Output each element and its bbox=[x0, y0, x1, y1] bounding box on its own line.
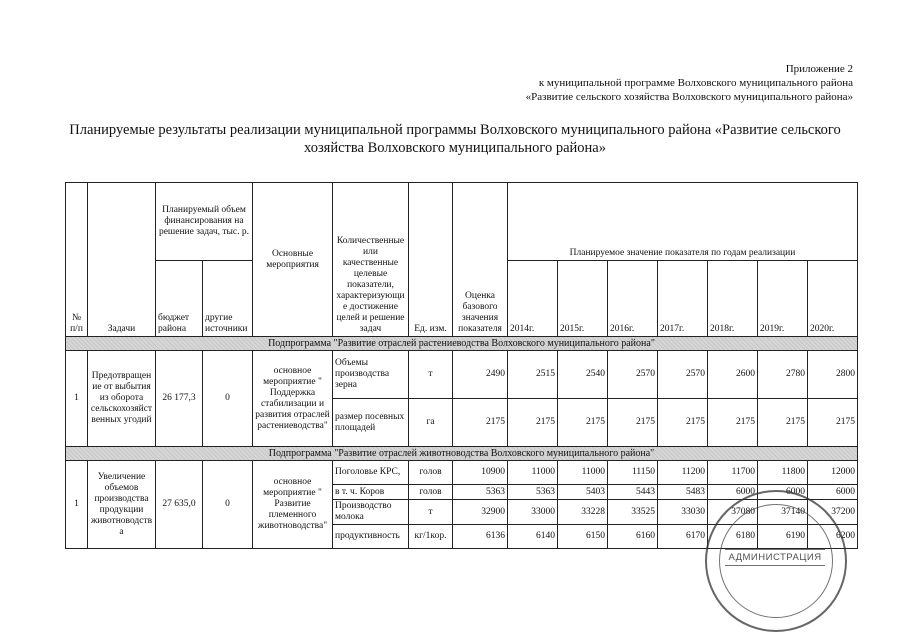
indicator-cell: продуктивность bbox=[333, 525, 409, 549]
appendix-header bbox=[526, 62, 853, 104]
value-cell: 11000 bbox=[508, 461, 558, 485]
value-cell: 5403 bbox=[558, 485, 608, 500]
value-cell: 2175 bbox=[658, 399, 708, 447]
subprogram-row bbox=[66, 447, 858, 461]
col-header-unit: Ед. изм. bbox=[409, 183, 453, 337]
value-cell: 6160 bbox=[608, 525, 658, 549]
value-cell: 37080 bbox=[708, 500, 758, 525]
col-header-year-2016: 2016г. bbox=[608, 261, 658, 337]
table-row bbox=[66, 351, 858, 399]
value-cell: 2175 bbox=[708, 399, 758, 447]
value-cell: 6140 bbox=[508, 525, 558, 549]
stamp-center-text: АДМИНИСТРАЦИЯ bbox=[725, 549, 825, 566]
value-cell: 2515 bbox=[508, 351, 558, 399]
appendix-label: Приложение 2 bbox=[785, 63, 853, 75]
value-cell: 2780 bbox=[758, 351, 808, 399]
results-table bbox=[65, 182, 858, 549]
base-value-cell: 32900 bbox=[453, 500, 508, 525]
col-header-year-2020: 2020г. bbox=[808, 261, 858, 337]
value-cell: 5483 bbox=[658, 485, 708, 500]
col-header-funding: Планируемый объем финансирования на решение задач, тыс. р. bbox=[156, 183, 253, 261]
row-num: 1 bbox=[66, 461, 88, 549]
unit-cell: голов bbox=[409, 485, 453, 500]
value-cell: 5363 bbox=[508, 485, 558, 500]
col-header-indicators: Количественные или качественные целевые показатели, характеризующие достижение целей и решение задач bbox=[333, 183, 409, 337]
appendix-program-line: к муниципальной программе Волховского муниципального района bbox=[538, 77, 853, 89]
col-header-year-2019: 2019г. bbox=[758, 261, 808, 337]
indicator-cell: в т. ч. Коров bbox=[333, 485, 409, 500]
col-header-tasks: Задачи bbox=[88, 183, 156, 337]
value-cell: 11700 bbox=[708, 461, 758, 485]
base-value-cell: 2175 bbox=[453, 399, 508, 447]
value-cell: 11000 bbox=[558, 461, 608, 485]
value-cell: 12000 bbox=[808, 461, 858, 485]
base-value-cell: 2490 bbox=[453, 351, 508, 399]
value-cell: 6000 bbox=[758, 485, 808, 500]
value-cell: 6000 bbox=[708, 485, 758, 500]
col-header-planned: Планируемое значение показателя по годам реализации bbox=[508, 183, 858, 261]
value-cell: 6000 bbox=[808, 485, 858, 500]
col-header-base: Оценка базового значения показателя bbox=[453, 183, 508, 337]
col-header-num: № п/п bbox=[66, 183, 88, 337]
base-value-cell: 10900 bbox=[453, 461, 508, 485]
unit-cell: голов bbox=[409, 461, 453, 485]
col-header-year-2015: 2015г. bbox=[558, 261, 608, 337]
unit-cell: кг/1кор. bbox=[409, 525, 453, 549]
col-header-other: другие источники bbox=[203, 261, 253, 337]
official-stamp bbox=[705, 490, 847, 632]
task-cell: Предотвращение от выбытия из оборота сельскохозяйственных угодий bbox=[88, 351, 156, 447]
subprogram-title: Подпрограмма "Развитие отраслей растениеводства Волховского муниципального района" bbox=[66, 337, 858, 351]
value-cell: 2540 bbox=[558, 351, 608, 399]
value-cell: 11200 bbox=[658, 461, 708, 485]
indicator-cell: Поголовье КРС, bbox=[333, 461, 409, 485]
unit-cell: га bbox=[409, 399, 453, 447]
value-cell: 2175 bbox=[758, 399, 808, 447]
base-value-cell: 5363 bbox=[453, 485, 508, 500]
value-cell: 5443 bbox=[608, 485, 658, 500]
indicator-cell: размер посевных площадей bbox=[333, 399, 409, 447]
table-row bbox=[66, 461, 858, 485]
measure-cell: основное мероприятие " Поддержка стабилизации и развития отраслей растениеводства" bbox=[253, 351, 333, 447]
appendix-program-name: «Развитие сельского хозяйства Волховского муниципального района» bbox=[525, 91, 853, 103]
indicator-cell: Производство молока bbox=[333, 500, 409, 525]
subprogram-row bbox=[66, 337, 858, 351]
value-cell: 11800 bbox=[758, 461, 808, 485]
other-sources-cell: 0 bbox=[203, 461, 253, 549]
value-cell: 2175 bbox=[508, 399, 558, 447]
budget-cell: 27 635,0 bbox=[156, 461, 203, 549]
value-cell: 37140 bbox=[758, 500, 808, 525]
col-header-budget: бюджет района bbox=[156, 261, 203, 337]
value-cell: 11150 bbox=[608, 461, 658, 485]
value-cell: 6200 bbox=[808, 525, 858, 549]
col-header-year-2017: 2017г. bbox=[658, 261, 708, 337]
value-cell: 6190 bbox=[758, 525, 808, 549]
value-cell: 2570 bbox=[658, 351, 708, 399]
col-header-measures: Основные мероприятия bbox=[253, 183, 333, 337]
base-value-cell: 6136 bbox=[453, 525, 508, 549]
subprogram-title: Подпрограмма "Развитие отраслей животноводства Волховского муниципального района" bbox=[66, 447, 858, 461]
indicator-cell: Объемы производства зерна bbox=[333, 351, 409, 399]
value-cell: 2570 bbox=[608, 351, 658, 399]
value-cell: 2175 bbox=[608, 399, 658, 447]
value-cell: 37200 bbox=[808, 500, 858, 525]
other-sources-cell: 0 bbox=[203, 351, 253, 447]
value-cell: 33000 bbox=[508, 500, 558, 525]
unit-cell: т bbox=[409, 351, 453, 399]
value-cell: 2175 bbox=[558, 399, 608, 447]
measure-cell: основное мероприятие " Развитие племенного животноводства" bbox=[253, 461, 333, 549]
value-cell: 33228 bbox=[558, 500, 608, 525]
document-title: Планируемые результаты реализации муниципальной программы Волховского муниципального района «Развитие сельского хозяйства Волховского муниципального района» bbox=[69, 122, 841, 156]
budget-cell: 26 177,3 bbox=[156, 351, 203, 447]
task-cell: Увеличение объемов производства продукции животноводства bbox=[88, 461, 156, 549]
unit-cell: т bbox=[409, 500, 453, 525]
header-row-1 bbox=[66, 183, 858, 261]
value-cell: 2175 bbox=[808, 399, 858, 447]
value-cell: 6150 bbox=[558, 525, 608, 549]
col-header-year-2014: 2014г. bbox=[508, 261, 558, 337]
col-header-year-2018: 2018г. bbox=[708, 261, 758, 337]
value-cell: 33030 bbox=[658, 500, 708, 525]
value-cell: 6170 bbox=[658, 525, 708, 549]
value-cell: 2600 bbox=[708, 351, 758, 399]
row-num: 1 bbox=[66, 351, 88, 447]
value-cell: 33525 bbox=[608, 500, 658, 525]
value-cell: 6180 bbox=[708, 525, 758, 549]
value-cell: 2800 bbox=[808, 351, 858, 399]
